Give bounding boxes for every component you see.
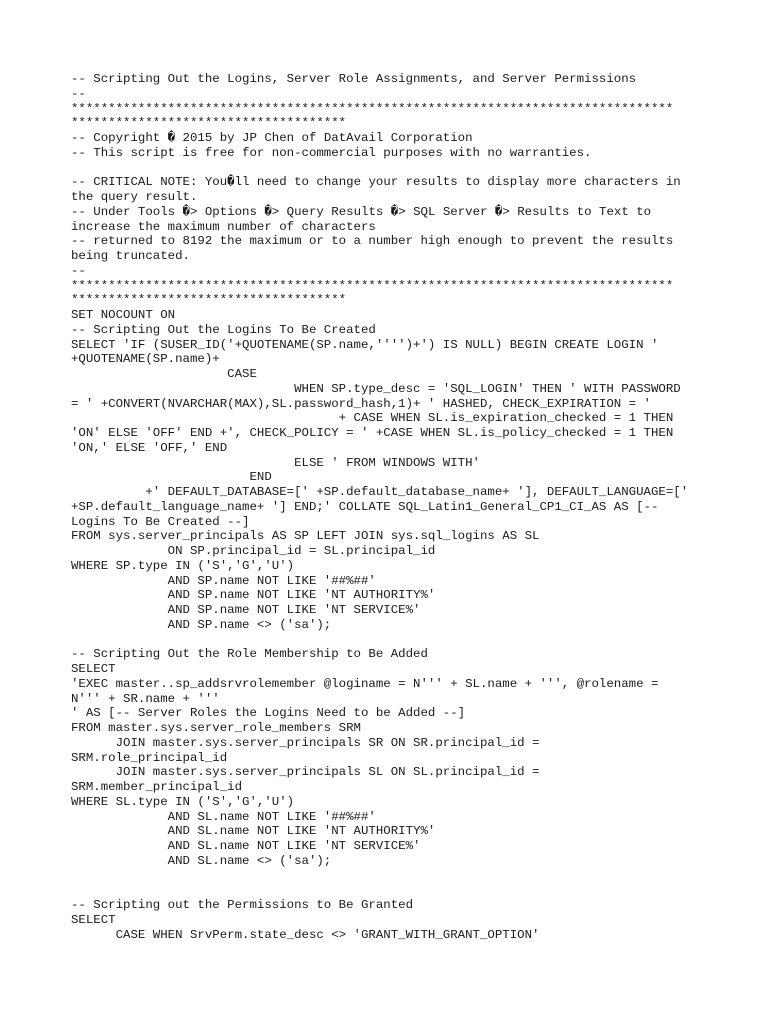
script-line: AND SL.name NOT LIKE 'NT AUTHORITY%' (71, 824, 436, 839)
script-line: 'ON,' ELSE 'OFF,' END (71, 440, 228, 455)
script-line: SET NOCOUNT ON (71, 308, 176, 322)
script-line: = ' +CONVERT(NVARCHAR(MAX),SL.password_hash,1)+ ' HASHED, CHECK_EXPIRATION = ' (71, 396, 651, 411)
script-line: CASE (71, 367, 257, 381)
script-line: -- Scripting Out the Logins, Server Role Assignments, and Server Permissions (71, 72, 637, 86)
script-line: JOIN master.sys.server_principals SL ON SL.principal_id = (71, 765, 540, 780)
script-line (71, 869, 701, 884)
script-line: SELECT (71, 662, 116, 676)
script-line (71, 161, 701, 176)
script-line: 'EXEC master..sp_addsrvrolemember @loginame = N''' + SL.name + ''', @rolename = (71, 676, 659, 691)
script-line: 'ON' ELSE 'OFF' END +', CHECK_POLICY = ' +CASE WHEN SL.is_policy_checked = 1 THEN (71, 426, 674, 440)
script-line: -- This script is free for non-commercial purposes with no warranties. (71, 145, 592, 160)
script-line: AND SL.name NOT LIKE 'NT SERVICE%' (71, 839, 421, 853)
script-line: SRM.member_principal_id (71, 780, 243, 794)
script-line: -- CRITICAL NOTE: You�ll need to change your results to display more characters in (71, 175, 681, 190)
script-line: WHERE SL.type IN ('S','G','U') (71, 794, 295, 809)
script-line: SRM.role_principal_id (71, 750, 228, 765)
script-line: WHEN SP.type_desc = 'SQL_LOGIN' THEN ' WITH PASSWORD (71, 381, 681, 396)
script-line: -- (71, 263, 86, 278)
script-line: AND SL.name NOT LIKE '##%##' (71, 809, 376, 824)
script-line: ********************************************************************************* (71, 278, 674, 293)
script-line: +SP.default_language_name+ '] END;' COLLATE SQL_Latin1_General_CP1_CI_AS AS [-- (71, 499, 659, 514)
script-line: AND SL.name <> ('sa'); (71, 853, 332, 868)
script-line: ********************************************************************************* (71, 101, 674, 116)
script-line: SELECT 'IF (SUSER_ID('+QUOTENAME(SP.name,'''')+') IS NULL) BEGIN CREATE LOGIN ' (71, 337, 659, 352)
script-line: SELECT (71, 912, 116, 927)
script-line: AND SP.name NOT LIKE 'NT SERVICE%' (71, 603, 421, 617)
script-line: being truncated. (71, 249, 190, 263)
script-line: AND SP.name NOT LIKE '##%##' (71, 573, 376, 588)
script-line: the query result. (71, 190, 198, 204)
script-line: WHERE SP.type IN ('S','G','U') (71, 558, 295, 573)
script-line: ON SP.principal_id = SL.principal_id (71, 544, 436, 558)
script-line: + CASE WHEN SL.is_expiration_checked = 1 THEN (71, 411, 674, 426)
script-line: CASE WHEN SrvPerm.state_desc <> 'GRANT_WITH_GRANT_OPTION' (71, 927, 540, 942)
script-line: ************************************* (71, 293, 347, 308)
script-line: ' AS [-- Server Roles the Logins Need to be Added --] (71, 706, 466, 721)
script-line: -- Scripting out the Permissions to Be Granted (71, 898, 414, 912)
script-line: FROM sys.server_principals AS SP LEFT JOIN sys.sql_logins AS SL (71, 529, 540, 544)
script-line: +' DEFAULT_DATABASE=[' +SP.default_database_name+ '], DEFAULT_LANGUAGE=[' (71, 485, 689, 499)
script-line: -- returned to 8192 the maximum or to a number high enough to prevent the results (71, 234, 674, 249)
script-line: FROM master.sys.server_role_members SRM (71, 721, 361, 735)
script-line: -- Copyright � 2015 by JP Chen of DatAvail Corporation (71, 131, 473, 145)
script-line: AND SP.name NOT LIKE 'NT AUTHORITY%' (71, 588, 436, 603)
script-line: -- Scripting Out the Role Membership to Be Added (71, 647, 428, 662)
script-line (71, 883, 701, 898)
script-line: AND SP.name <> ('sa'); (71, 617, 332, 632)
script-line: -- Under Tools �> Options �> Query Results �> SQL Server �> Results to Text to (71, 204, 652, 219)
sql-script-text (71, 72, 701, 942)
script-line: ************************************* (71, 116, 347, 131)
script-line: increase the maximum number of characters (71, 219, 376, 234)
script-line: JOIN master.sys.server_principals SR ON SR.principal_id = (71, 735, 540, 750)
script-line: Logins To Be Created --] (71, 514, 250, 529)
script-line: +QUOTENAME(SP.name)+ (71, 352, 220, 367)
script-line: -- (71, 86, 86, 101)
script-line: END (71, 470, 272, 485)
script-line: N''' + SR.name + ''' (71, 691, 220, 706)
script-line: ELSE ' FROM WINDOWS WITH' (71, 455, 480, 470)
script-line: -- Scripting Out the Logins To Be Created (71, 322, 376, 337)
script-line (71, 633, 701, 648)
